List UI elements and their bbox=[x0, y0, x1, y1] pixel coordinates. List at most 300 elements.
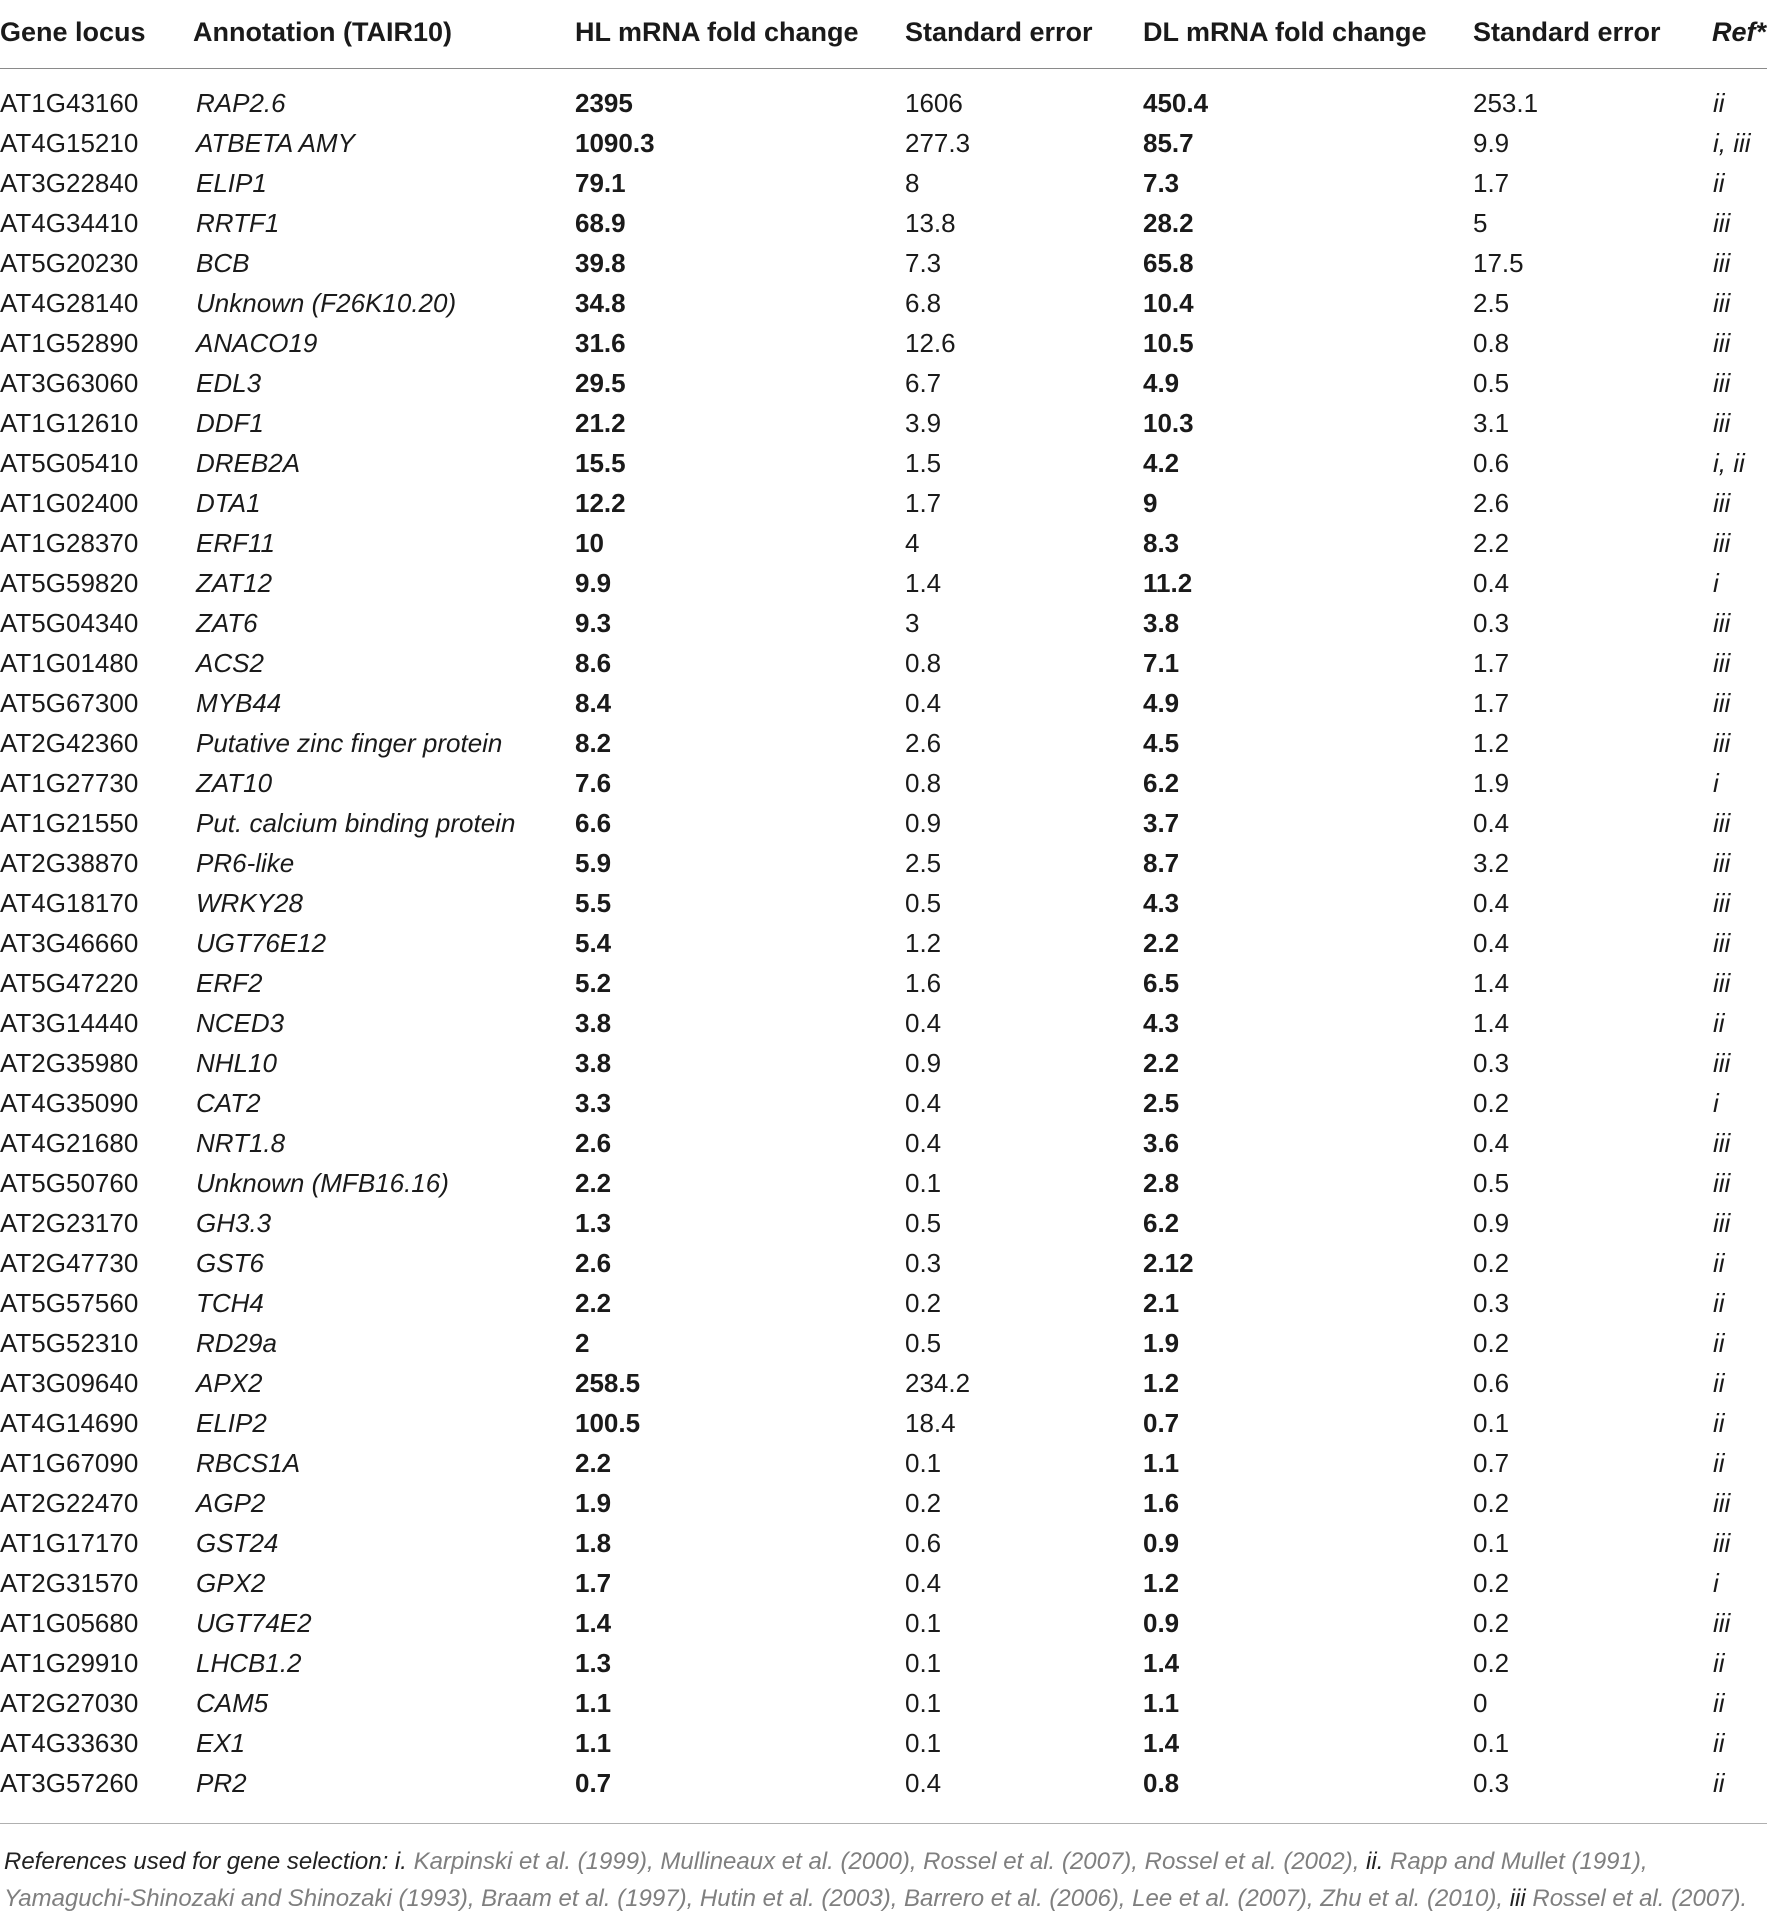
cell-dl-standard-error: 2.2 bbox=[1473, 528, 1510, 558]
cell-gene-locus: AT2G22470 bbox=[0, 1488, 139, 1518]
cell-annotation: ANACO19 bbox=[196, 328, 318, 358]
cell-dl-standard-error: 0.2 bbox=[1473, 1488, 1510, 1518]
cell-hl-standard-error: 0.9 bbox=[905, 1048, 942, 1078]
table-row bbox=[0, 524, 1767, 564]
cell-hl-fold-change: 0.7 bbox=[575, 1768, 612, 1798]
cell-hl-fold-change: 21.2 bbox=[575, 408, 626, 438]
table-row bbox=[0, 484, 1767, 524]
cell-gene-locus: AT5G47220 bbox=[0, 968, 139, 998]
cell-hl-fold-change: 68.9 bbox=[575, 208, 626, 238]
header-gene-locus: Gene locus bbox=[0, 17, 146, 47]
cell-hl-fold-change: 258.5 bbox=[575, 1368, 641, 1398]
table-row bbox=[0, 604, 1767, 644]
table-row bbox=[0, 684, 1767, 724]
cell-annotation: Unknown (MFB16.16) bbox=[196, 1168, 449, 1198]
table-row bbox=[0, 1044, 1767, 1084]
cell-gene-locus: AT1G43160 bbox=[0, 88, 139, 118]
cell-dl-fold-change: 1.4 bbox=[1143, 1648, 1180, 1678]
cell-ref: iii bbox=[1713, 1048, 1731, 1078]
cell-ref: i bbox=[1713, 568, 1719, 598]
cell-annotation: BCB bbox=[196, 248, 250, 278]
table-header-row bbox=[0, 0, 1767, 69]
cell-dl-standard-error: 0.2 bbox=[1473, 1328, 1510, 1358]
cell-gene-locus: AT2G23170 bbox=[0, 1208, 139, 1238]
cell-gene-locus: AT4G21680 bbox=[0, 1128, 139, 1158]
cell-gene-locus: AT3G09640 bbox=[0, 1368, 139, 1398]
cell-hl-fold-change: 39.8 bbox=[575, 248, 626, 278]
cell-dl-standard-error: 5 bbox=[1473, 208, 1488, 238]
cell-ref: iii bbox=[1713, 648, 1731, 678]
cell-annotation: ZAT10 bbox=[196, 768, 273, 798]
cell-gene-locus: AT2G27030 bbox=[0, 1688, 139, 1718]
cell-ref: iii bbox=[1713, 1128, 1731, 1158]
cell-hl-standard-error: 3.9 bbox=[905, 408, 942, 438]
cell-hl-standard-error: 4 bbox=[905, 528, 920, 558]
cell-gene-locus: AT1G02400 bbox=[0, 488, 139, 518]
cell-dl-fold-change: 65.8 bbox=[1143, 248, 1194, 278]
cell-hl-standard-error: 6.8 bbox=[905, 288, 942, 318]
cell-annotation: PR6-like bbox=[196, 848, 295, 878]
cell-hl-standard-error: 0.5 bbox=[905, 1328, 942, 1358]
header-ref: Ref* bbox=[1712, 17, 1767, 47]
cell-ref: iii bbox=[1713, 1528, 1731, 1558]
cell-ref: iii bbox=[1713, 1168, 1731, 1198]
cell-annotation: RAP2.6 bbox=[196, 88, 286, 118]
cell-annotation: ERF11 bbox=[196, 528, 275, 558]
table-row bbox=[0, 724, 1767, 764]
cell-hl-fold-change: 34.8 bbox=[575, 288, 626, 318]
cell-hl-standard-error: 0.1 bbox=[905, 1688, 942, 1718]
cell-gene-locus: AT4G35090 bbox=[0, 1088, 139, 1118]
table-row bbox=[0, 1404, 1767, 1444]
table-row bbox=[0, 1244, 1767, 1284]
cell-dl-fold-change: 0.9 bbox=[1143, 1608, 1180, 1638]
cell-ref: i bbox=[1713, 1088, 1719, 1118]
table-row bbox=[0, 1764, 1767, 1804]
cell-dl-fold-change: 1.2 bbox=[1143, 1368, 1180, 1398]
cell-dl-fold-change: 10.3 bbox=[1143, 408, 1194, 438]
footnote-citations-iii: Rossel et al. (2007). bbox=[1532, 1885, 1748, 1912]
cell-hl-standard-error: 1.4 bbox=[905, 568, 942, 598]
cell-dl-fold-change: 1.9 bbox=[1143, 1328, 1180, 1358]
header-hl-standard-error: Standard error bbox=[905, 17, 1093, 47]
table-row bbox=[0, 844, 1767, 884]
cell-gene-locus: AT3G22840 bbox=[0, 168, 139, 198]
cell-dl-standard-error: 1.4 bbox=[1473, 968, 1510, 998]
cell-dl-fold-change: 3.7 bbox=[1143, 808, 1180, 838]
cell-annotation: DREB2A bbox=[196, 448, 301, 478]
cell-hl-fold-change: 1.9 bbox=[575, 1488, 612, 1518]
cell-hl-standard-error: 0.8 bbox=[905, 648, 942, 678]
cell-hl-fold-change: 12.2 bbox=[575, 488, 626, 518]
cell-annotation: Put. calcium binding protein bbox=[196, 808, 516, 838]
cell-annotation: TCH4 bbox=[196, 1288, 264, 1318]
cell-hl-standard-error: 0.4 bbox=[905, 1128, 942, 1158]
cell-hl-standard-error: 0.3 bbox=[905, 1248, 942, 1278]
table-row bbox=[0, 1364, 1767, 1404]
cell-dl-fold-change: 2.2 bbox=[1143, 928, 1180, 958]
cell-ref: iii bbox=[1713, 1208, 1731, 1238]
cell-annotation: UGT76E12 bbox=[196, 928, 327, 958]
cell-annotation: ATBETA AMY bbox=[196, 128, 355, 158]
cell-ref: iii bbox=[1713, 608, 1731, 638]
cell-hl-fold-change: 7.6 bbox=[575, 768, 612, 798]
cell-dl-fold-change: 3.6 bbox=[1143, 1128, 1180, 1158]
cell-hl-fold-change: 6.6 bbox=[575, 808, 612, 838]
table-row bbox=[0, 644, 1767, 684]
cell-gene-locus: AT2G47730 bbox=[0, 1248, 139, 1278]
table-row bbox=[0, 324, 1767, 364]
cell-hl-standard-error: 6.7 bbox=[905, 368, 942, 398]
cell-dl-standard-error: 0.7 bbox=[1473, 1448, 1510, 1478]
table-row bbox=[0, 1644, 1767, 1684]
cell-gene-locus: AT5G05410 bbox=[0, 448, 139, 478]
cell-ref: ii bbox=[1713, 1328, 1725, 1358]
footnote-line-1 bbox=[4, 1843, 1764, 1880]
cell-dl-fold-change: 2.5 bbox=[1143, 1088, 1180, 1118]
cell-hl-fold-change: 10 bbox=[575, 528, 604, 558]
cell-hl-fold-change: 5.5 bbox=[575, 888, 612, 918]
table-row bbox=[0, 164, 1767, 204]
table-row bbox=[0, 1204, 1767, 1244]
cell-ref: i bbox=[1713, 1568, 1719, 1598]
cell-hl-fold-change: 79.1 bbox=[575, 168, 626, 198]
cell-gene-locus: AT1G17170 bbox=[0, 1528, 139, 1558]
cell-dl-fold-change: 8.7 bbox=[1143, 848, 1180, 878]
cell-hl-fold-change: 29.5 bbox=[575, 368, 626, 398]
table-row bbox=[0, 924, 1767, 964]
cell-dl-standard-error: 1.2 bbox=[1473, 728, 1510, 758]
cell-dl-standard-error: 0.3 bbox=[1473, 1288, 1510, 1318]
cell-dl-fold-change: 0.9 bbox=[1143, 1528, 1180, 1558]
cell-ref: ii bbox=[1713, 1768, 1725, 1798]
cell-hl-fold-change: 1.1 bbox=[575, 1688, 612, 1718]
cell-ref: iii bbox=[1713, 1608, 1731, 1638]
cell-gene-locus: AT1G01480 bbox=[0, 648, 139, 678]
cell-gene-locus: AT4G14690 bbox=[0, 1408, 139, 1438]
cell-ref: ii bbox=[1713, 1728, 1725, 1758]
table-row bbox=[0, 1324, 1767, 1364]
cell-hl-fold-change: 2.2 bbox=[575, 1288, 612, 1318]
cell-dl-standard-error: 9.9 bbox=[1473, 128, 1510, 158]
table-row bbox=[0, 364, 1767, 404]
table-footnote bbox=[4, 1843, 1764, 1917]
cell-hl-fold-change: 1.4 bbox=[575, 1608, 612, 1638]
cell-ref: ii bbox=[1713, 168, 1725, 198]
cell-hl-standard-error: 0.5 bbox=[905, 888, 942, 918]
table-row bbox=[0, 404, 1767, 444]
cell-hl-fold-change: 2.2 bbox=[575, 1168, 612, 1198]
table-row bbox=[0, 564, 1767, 604]
cell-dl-fold-change: 10.4 bbox=[1143, 288, 1194, 318]
cell-gene-locus: AT1G12610 bbox=[0, 408, 139, 438]
table-row bbox=[0, 964, 1767, 1004]
cell-hl-standard-error: 277.3 bbox=[905, 128, 971, 158]
cell-dl-fold-change: 2.1 bbox=[1143, 1288, 1180, 1318]
table-row bbox=[0, 1724, 1767, 1764]
table-row bbox=[0, 124, 1767, 164]
cell-hl-fold-change: 2.6 bbox=[575, 1128, 612, 1158]
cell-gene-locus: AT1G21550 bbox=[0, 808, 139, 838]
cell-gene-locus: AT5G52310 bbox=[0, 1328, 139, 1358]
cell-gene-locus: AT5G57560 bbox=[0, 1288, 139, 1318]
cell-annotation: ZAT12 bbox=[196, 568, 273, 598]
footnote-citations-ii-start: Rapp and Mullet (1991), bbox=[1390, 1848, 1648, 1875]
cell-dl-fold-change: 450.4 bbox=[1143, 88, 1209, 118]
cell-annotation: NRT1.8 bbox=[196, 1128, 286, 1158]
cell-ref: iii bbox=[1713, 488, 1731, 518]
cell-dl-standard-error: 0.4 bbox=[1473, 928, 1510, 958]
cell-dl-standard-error: 3.1 bbox=[1473, 408, 1510, 438]
cell-hl-standard-error: 13.8 bbox=[905, 208, 956, 238]
cell-annotation: ERF2 bbox=[196, 968, 263, 998]
cell-ref: ii bbox=[1713, 1688, 1725, 1718]
cell-dl-standard-error: 0.6 bbox=[1473, 448, 1510, 478]
cell-ref: iii bbox=[1713, 808, 1731, 838]
cell-dl-fold-change: 6.5 bbox=[1143, 968, 1180, 998]
cell-annotation: Putative zinc finger protein bbox=[196, 728, 503, 758]
cell-hl-fold-change: 15.5 bbox=[575, 448, 626, 478]
cell-gene-locus: AT2G42360 bbox=[0, 728, 139, 758]
cell-gene-locus: AT5G67300 bbox=[0, 688, 139, 718]
cell-dl-standard-error: 0.3 bbox=[1473, 1768, 1510, 1798]
cell-ref: iii bbox=[1713, 848, 1731, 878]
cell-hl-standard-error: 2.6 bbox=[905, 728, 942, 758]
cell-hl-standard-error: 7.3 bbox=[905, 248, 942, 278]
cell-hl-standard-error: 0.4 bbox=[905, 1008, 942, 1038]
cell-dl-fold-change: 10.5 bbox=[1143, 328, 1194, 358]
cell-annotation: ZAT6 bbox=[196, 608, 258, 638]
cell-dl-fold-change: 0.7 bbox=[1143, 1408, 1180, 1438]
cell-dl-fold-change: 4.3 bbox=[1143, 888, 1180, 918]
cell-ref: iii bbox=[1713, 928, 1731, 958]
cell-annotation: AGP2 bbox=[196, 1488, 266, 1518]
table-row bbox=[0, 1004, 1767, 1044]
cell-hl-standard-error: 0.4 bbox=[905, 1568, 942, 1598]
cell-dl-standard-error: 0.1 bbox=[1473, 1528, 1510, 1558]
cell-gene-locus: AT1G28370 bbox=[0, 528, 139, 558]
cell-annotation: DDF1 bbox=[196, 408, 264, 438]
cell-ref: i, iii bbox=[1713, 128, 1751, 158]
cell-annotation: EX1 bbox=[196, 1728, 246, 1758]
cell-annotation: ACS2 bbox=[196, 648, 264, 678]
cell-hl-standard-error: 0.4 bbox=[905, 1088, 942, 1118]
cell-ref: ii bbox=[1713, 1008, 1725, 1038]
cell-annotation: MYB44 bbox=[196, 688, 282, 718]
cell-dl-standard-error: 0.2 bbox=[1473, 1248, 1510, 1278]
cell-dl-fold-change: 4.9 bbox=[1143, 688, 1180, 718]
cell-ref: iii bbox=[1713, 728, 1731, 758]
cell-dl-fold-change: 4.5 bbox=[1143, 728, 1180, 758]
cell-annotation: UGT74E2 bbox=[196, 1608, 312, 1638]
cell-ref: iii bbox=[1713, 888, 1731, 918]
cell-dl-fold-change: 1.1 bbox=[1143, 1688, 1180, 1718]
header-annotation: Annotation (TAIR10) bbox=[193, 17, 452, 47]
cell-ref: ii bbox=[1713, 1248, 1725, 1278]
cell-hl-standard-error: 0.6 bbox=[905, 1528, 942, 1558]
cell-dl-fold-change: 2.12 bbox=[1143, 1248, 1194, 1278]
cell-hl-standard-error: 18.4 bbox=[905, 1408, 956, 1438]
cell-annotation: GPX2 bbox=[196, 1568, 266, 1598]
cell-ref: iii bbox=[1713, 208, 1731, 238]
cell-annotation: GST24 bbox=[196, 1528, 279, 1558]
table-row bbox=[0, 444, 1767, 484]
cell-dl-fold-change: 7.1 bbox=[1143, 648, 1180, 678]
cell-dl-fold-change: 4.9 bbox=[1143, 368, 1180, 398]
cell-hl-standard-error: 0.1 bbox=[905, 1728, 942, 1758]
cell-hl-fold-change: 3.8 bbox=[575, 1048, 612, 1078]
footnote-marker-ii: ii. bbox=[1359, 1848, 1391, 1875]
cell-ref: ii bbox=[1713, 1648, 1725, 1678]
cell-hl-fold-change: 3.3 bbox=[575, 1088, 612, 1118]
cell-annotation: LHCB1.2 bbox=[196, 1648, 302, 1678]
cell-dl-fold-change: 4.2 bbox=[1143, 448, 1180, 478]
cell-hl-fold-change: 5.2 bbox=[575, 968, 612, 998]
cell-dl-standard-error: 0.5 bbox=[1473, 368, 1510, 398]
cell-annotation: PR2 bbox=[196, 1768, 247, 1798]
cell-dl-standard-error: 2.6 bbox=[1473, 488, 1510, 518]
cell-hl-standard-error: 2.5 bbox=[905, 848, 942, 878]
cell-gene-locus: AT4G28140 bbox=[0, 288, 139, 318]
cell-dl-standard-error: 0.5 bbox=[1473, 1168, 1510, 1198]
table-row bbox=[0, 204, 1767, 244]
cell-annotation: RD29a bbox=[196, 1328, 277, 1358]
footnote-line-2 bbox=[4, 1880, 1764, 1917]
cell-hl-fold-change: 1.7 bbox=[575, 1568, 612, 1598]
footnote-citations-i: Karpinski et al. (1999), Mullineaux et al. (2000), Rossel et al. (2007), Rossel et al. (2002), bbox=[413, 1848, 1360, 1875]
cell-gene-locus: AT3G57260 bbox=[0, 1768, 139, 1798]
cell-hl-standard-error: 0.1 bbox=[905, 1448, 942, 1478]
cell-dl-fold-change: 7.3 bbox=[1143, 168, 1180, 198]
cell-annotation: EDL3 bbox=[196, 368, 262, 398]
cell-annotation: GST6 bbox=[196, 1248, 264, 1278]
table-body bbox=[0, 69, 1767, 1804]
cell-annotation: NCED3 bbox=[196, 1008, 285, 1038]
cell-hl-fold-change: 2.2 bbox=[575, 1448, 612, 1478]
table-row bbox=[0, 1604, 1767, 1644]
cell-ref: ii bbox=[1713, 1448, 1725, 1478]
cell-dl-standard-error: 0.1 bbox=[1473, 1728, 1510, 1758]
cell-gene-locus: AT2G35980 bbox=[0, 1048, 139, 1078]
cell-hl-standard-error: 1.6 bbox=[905, 968, 942, 998]
cell-dl-standard-error: 1.7 bbox=[1473, 168, 1510, 198]
cell-hl-standard-error: 0.4 bbox=[905, 688, 942, 718]
cell-dl-fold-change: 4.3 bbox=[1143, 1008, 1180, 1038]
cell-ref: i, ii bbox=[1713, 448, 1745, 478]
cell-hl-standard-error: 0.1 bbox=[905, 1608, 942, 1638]
cell-dl-standard-error: 0.4 bbox=[1473, 1128, 1510, 1158]
cell-dl-fold-change: 6.2 bbox=[1143, 1208, 1180, 1238]
cell-dl-fold-change: 28.2 bbox=[1143, 208, 1194, 238]
cell-dl-standard-error: 0.2 bbox=[1473, 1088, 1510, 1118]
cell-annotation: GH3.3 bbox=[196, 1208, 272, 1238]
cell-dl-fold-change: 6.2 bbox=[1143, 768, 1180, 798]
cell-hl-standard-error: 3 bbox=[905, 608, 920, 638]
cell-annotation: DTA1 bbox=[196, 488, 261, 518]
cell-dl-standard-error: 0.2 bbox=[1473, 1648, 1510, 1678]
cell-hl-fold-change: 8.2 bbox=[575, 728, 612, 758]
cell-gene-locus: AT5G04340 bbox=[0, 608, 139, 638]
cell-gene-locus: AT1G67090 bbox=[0, 1448, 139, 1478]
cell-annotation: NHL10 bbox=[196, 1048, 277, 1078]
cell-dl-standard-error: 3.2 bbox=[1473, 848, 1510, 878]
cell-annotation: RRTF1 bbox=[196, 208, 280, 238]
cell-hl-standard-error: 0.2 bbox=[905, 1488, 942, 1518]
cell-dl-fold-change: 3.8 bbox=[1143, 608, 1180, 638]
cell-dl-standard-error: 0 bbox=[1473, 1688, 1488, 1718]
cell-ref: iii bbox=[1713, 968, 1731, 998]
cell-hl-standard-error: 0.5 bbox=[905, 1208, 942, 1238]
footnote-lead: References used for gene selection: i. bbox=[4, 1848, 414, 1875]
cell-annotation: ELIP1 bbox=[196, 168, 267, 198]
cell-hl-standard-error: 0.8 bbox=[905, 768, 942, 798]
cell-annotation: CAM5 bbox=[196, 1688, 269, 1718]
cell-gene-locus: AT2G38870 bbox=[0, 848, 139, 878]
cell-dl-fold-change: 11.2 bbox=[1143, 568, 1193, 598]
cell-dl-standard-error: 17.5 bbox=[1473, 248, 1524, 278]
cell-hl-standard-error: 12.6 bbox=[905, 328, 956, 358]
cell-gene-locus: AT1G05680 bbox=[0, 1608, 139, 1638]
cell-dl-fold-change: 9 bbox=[1143, 488, 1158, 518]
cell-ref: iii bbox=[1713, 248, 1731, 278]
cell-dl-fold-change: 1.1 bbox=[1143, 1448, 1180, 1478]
cell-dl-fold-change: 2.8 bbox=[1143, 1168, 1180, 1198]
footnote-marker-iii: iii bbox=[1503, 1885, 1533, 1912]
cell-hl-fold-change: 31.6 bbox=[575, 328, 626, 358]
footnote-citations-ii: Yamaguchi-Shinozaki and Shinozaki (1993), Braam et al. (1997), Hutin et al. (2003), Barrero et al. (2006), Lee et al. (2007), Zhu et al. (2010), bbox=[4, 1885, 1504, 1912]
cell-gene-locus: AT4G18170 bbox=[0, 888, 139, 918]
cell-hl-fold-change: 8.4 bbox=[575, 688, 612, 718]
cell-dl-standard-error: 0.4 bbox=[1473, 808, 1510, 838]
cell-dl-fold-change: 0.8 bbox=[1143, 1768, 1180, 1798]
cell-dl-standard-error: 0.1 bbox=[1473, 1408, 1510, 1438]
cell-annotation: APX2 bbox=[196, 1368, 263, 1398]
cell-gene-locus: AT3G14440 bbox=[0, 1008, 139, 1038]
cell-dl-standard-error: 0.8 bbox=[1473, 328, 1510, 358]
cell-hl-fold-change: 2 bbox=[575, 1328, 590, 1358]
cell-hl-standard-error: 0.2 bbox=[905, 1288, 942, 1318]
cell-hl-fold-change: 1.8 bbox=[575, 1528, 612, 1558]
table-row bbox=[0, 244, 1767, 284]
cell-hl-standard-error: 1.7 bbox=[905, 488, 942, 518]
cell-dl-fold-change: 85.7 bbox=[1143, 128, 1194, 158]
cell-dl-fold-change: 1.2 bbox=[1143, 1568, 1180, 1598]
cell-gene-locus: AT4G33630 bbox=[0, 1728, 139, 1758]
cell-annotation: WRKY28 bbox=[196, 888, 303, 918]
cell-ref: i bbox=[1713, 768, 1719, 798]
cell-gene-locus: AT1G29910 bbox=[0, 1648, 139, 1678]
table-row bbox=[0, 764, 1767, 804]
cell-hl-fold-change: 5.4 bbox=[575, 928, 612, 958]
cell-gene-locus: AT4G34410 bbox=[0, 208, 139, 238]
cell-gene-locus: AT5G59820 bbox=[0, 568, 139, 598]
table-row bbox=[0, 1284, 1767, 1324]
cell-gene-locus: AT5G50760 bbox=[0, 1168, 139, 1198]
cell-dl-standard-error: 1.9 bbox=[1473, 768, 1510, 798]
cell-dl-standard-error: 0.9 bbox=[1473, 1208, 1510, 1238]
cell-gene-locus: AT3G46660 bbox=[0, 928, 139, 958]
cell-ref: iii bbox=[1713, 328, 1731, 358]
cell-dl-standard-error: 2.5 bbox=[1473, 288, 1510, 318]
cell-ref: iii bbox=[1713, 1488, 1731, 1518]
cell-gene-locus: AT1G27730 bbox=[0, 768, 139, 798]
cell-hl-standard-error: 0.1 bbox=[905, 1168, 942, 1198]
table-row bbox=[0, 804, 1767, 844]
cell-hl-fold-change: 8.6 bbox=[575, 648, 612, 678]
cell-gene-locus: AT5G20230 bbox=[0, 248, 139, 278]
cell-ref: iii bbox=[1713, 688, 1731, 718]
cell-gene-locus: AT1G52890 bbox=[0, 328, 139, 358]
